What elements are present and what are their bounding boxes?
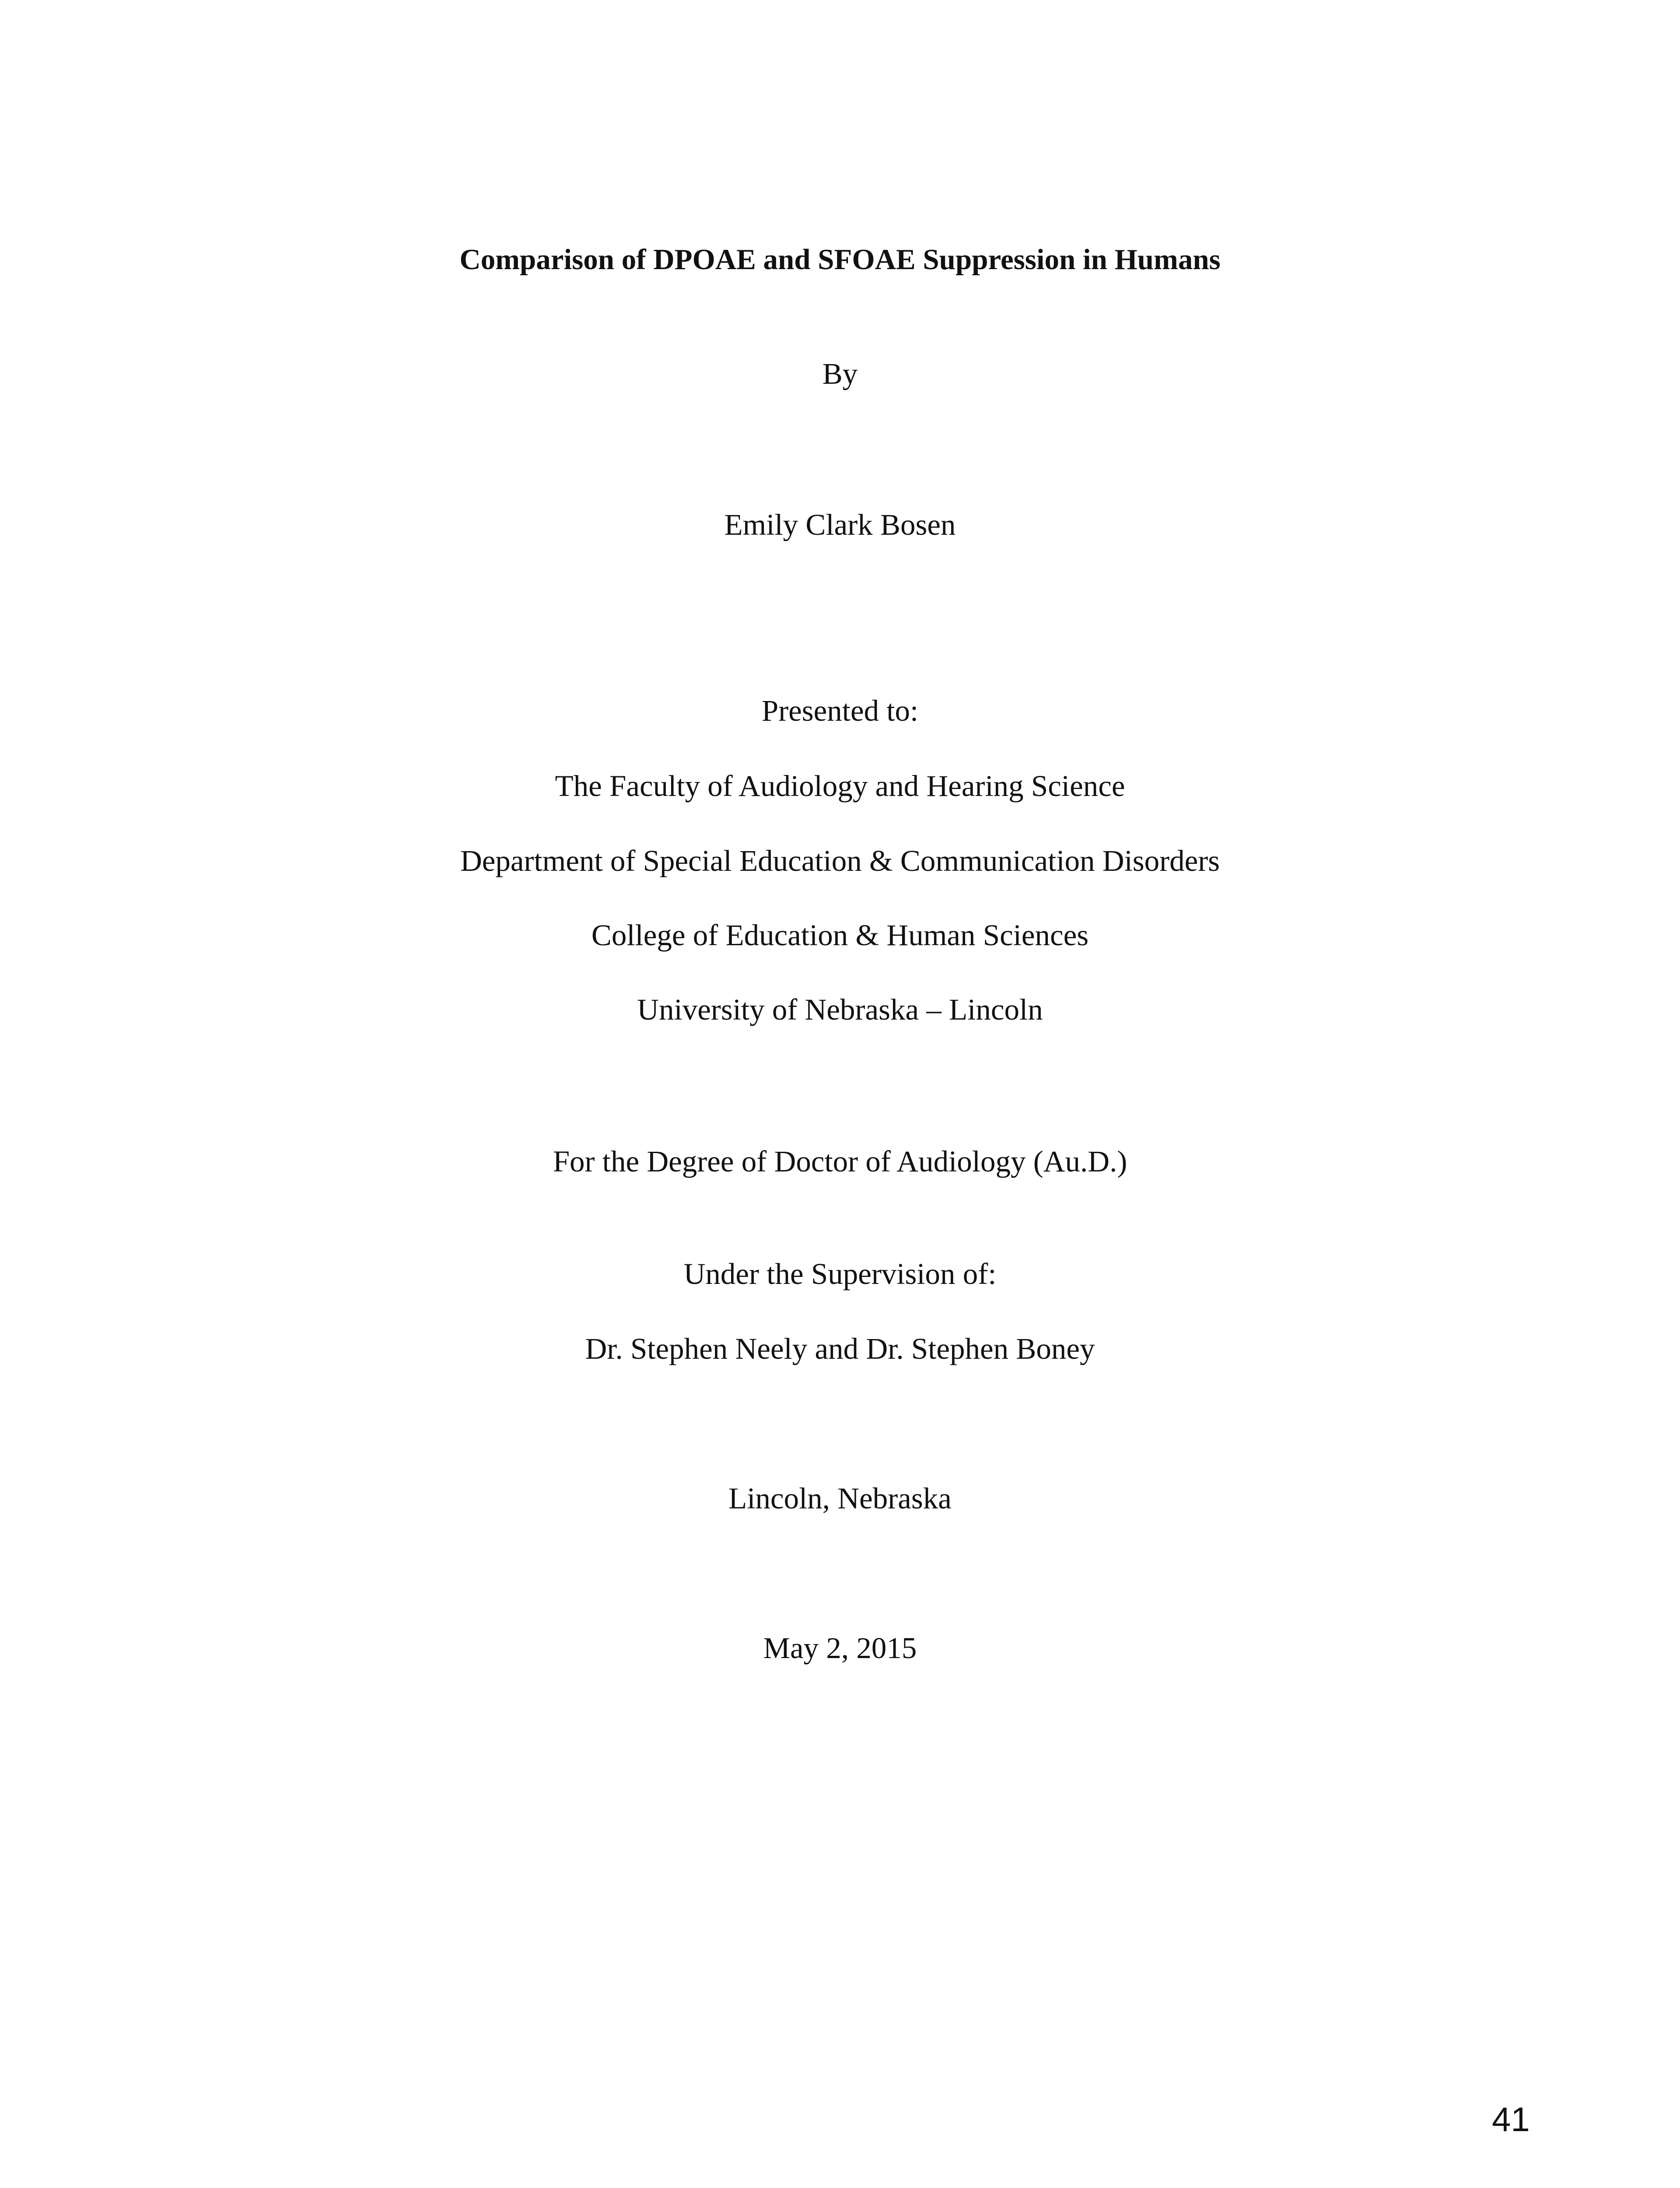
college-name: College of Education & Human Sciences [591,919,1089,952]
page-number: 41 [1492,2100,1530,2139]
location: Lincoln, Nebraska [728,1482,952,1515]
supervision-label: Under the Supervision of: [683,1257,997,1290]
submission-date: May 2, 2015 [763,1631,917,1665]
department-name: Department of Special Education & Communication Disorders [460,844,1220,877]
document-title: Comparison of DPOAE and SFOAE Suppression in Humans [459,243,1221,276]
by-label: By [822,357,858,390]
supervisors-names: Dr. Stephen Neely and Dr. Stephen Boney [585,1332,1095,1365]
author-name: Emily Clark Bosen [724,508,956,541]
degree-statement: For the Degree of Doctor of Audiology (Au.D.) [553,1145,1127,1178]
presented-to-label: Presented to: [761,694,919,727]
university-name: University of Nebraska – Lincoln [637,993,1043,1026]
faculty-name: The Faculty of Audiology and Hearing Science [555,769,1125,803]
